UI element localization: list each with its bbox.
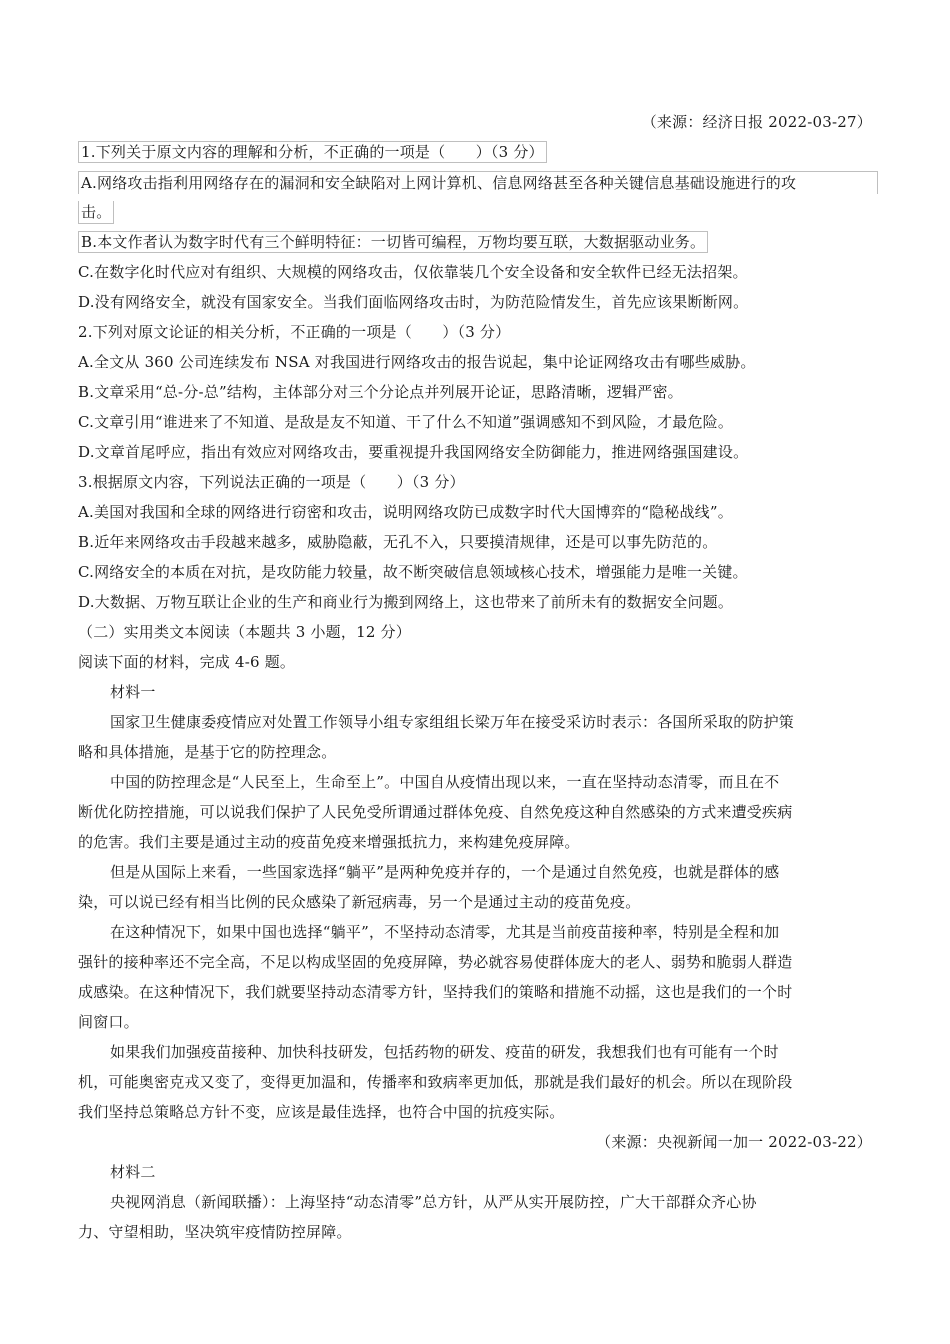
option-b: B.文章采用“总-分-总”结构，主体部分对三个分论点并列展开论证，思路清晰，逻辑严密。 bbox=[78, 383, 683, 401]
paragraph-line: 染，可以说已经有相当比例的民众感染了新冠病毒，另一个是通过主动的疫苗免疫。 bbox=[78, 893, 641, 911]
option-c: C.在数字化时代应对有组织、大规模的网络攻击，仅依靠装几个安全设备和安全软件已经无法招架。 bbox=[78, 263, 748, 281]
option-a: A.美国对我国和全球的网络进行窃密和攻击，说明网络攻防已成数字时代大国博弈的“隐秘战线”。 bbox=[78, 503, 733, 521]
paragraph-line: 强针的接种率还不完全高，不足以构成坚固的免疫屏障，势必就容易使群体庞大的老人、弱势和脆弱人群造 bbox=[78, 953, 793, 971]
paragraph-line: 如果我们加强疫苗接种、加快科技研发，包括药物的研发、疫苗的研发，我想我们也有可能有一个时 bbox=[110, 1043, 779, 1061]
paragraph-line: 在这种情况下，如果中国也选择“躺平”，不坚持动态清零，尤其是当前疫苗接种率，特别是全程和加 bbox=[110, 923, 780, 941]
option-a: A.全文从 360 公司连续发布 NSA 对我国进行网络攻击的报告说起，集中论证网络攻击有哪些威胁。 bbox=[78, 353, 756, 371]
question-2 bbox=[78, 317, 878, 467]
material-1-title: 材料一 bbox=[110, 683, 156, 701]
question-stem: 3.根据原文内容，下列说法正确的一项是（ ）（3 分） bbox=[78, 473, 465, 491]
option-d: D.大数据、万物互联让企业的生产和商业行为搬到网络上，这也带来了前所未有的数据安全问题。 bbox=[78, 593, 734, 611]
question-stem: 1.下列关于原文内容的理解和分析，不正确的一项是（ ）（3 分） bbox=[78, 141, 547, 163]
paragraph-line: 略和具体措施，是基于它的防控理念。 bbox=[78, 743, 337, 761]
option-d: D.文章首尾呼应，指出有效应对网络攻击，要重视提升我国网络安全防御能力，推进网络强国建设。 bbox=[78, 443, 749, 461]
option-d: D.没有网络安全，就没有国家安全。当我们面临网络攻击时，为防范险情发生，首先应该果断断网。 bbox=[78, 293, 749, 311]
source-citation: （来源：经济日报 2022-03-27） bbox=[641, 113, 872, 131]
paragraph-line: 成感染。在这种情况下，我们就要坚持动态清零方针，坚持我们的策略和措施不动摇，这也是我们的一个时 bbox=[78, 983, 793, 1001]
section-instruction: 阅读下面的材料，完成 4-6 题。 bbox=[78, 653, 296, 671]
paragraph-line: 国家卫生健康委疫情应对处置工作领导小组专家组组长梁万年在接受采访时表示：各国所采取的防护策 bbox=[110, 713, 795, 731]
option-c: C.文章引用“谁进来了不知道、是敌是友不知道、干了什么不知道”强调感知不到风险，才最危险。 bbox=[78, 413, 734, 431]
paragraph-line: 但是从国际上来看，一些国家选择“躺平”是两种免疫并存的，一个是通过自然免疫，也就是群体的感 bbox=[110, 863, 780, 881]
option-b: B.近年来网络攻击手段越来越多，威胁隐蔽，无孔不入，只要摸清规律，还是可以事先防范的。 bbox=[78, 533, 718, 551]
paragraph-line: 间窗口。 bbox=[78, 1013, 139, 1031]
section-heading: （二）实用类文本阅读（本题共 3 小题，12 分） bbox=[78, 623, 411, 641]
question-stem: 2.下列对原文论证的相关分析，不正确的一项是（ ）（3 分） bbox=[78, 323, 511, 341]
paragraph-line: 力、守望相助，坚决筑牢疫情防控屏障。 bbox=[78, 1223, 352, 1241]
question-3 bbox=[78, 467, 878, 617]
material-2-title: 材料二 bbox=[110, 1163, 156, 1181]
source-citation: （来源：央视新闻一加一 2022-03-22） bbox=[596, 1133, 872, 1151]
option-a-line1: A.网络攻击指利用网络存在的漏洞和安全缺陷对上网计算机、信息网络甚至各种关键信息基础设施进行的攻 bbox=[78, 171, 878, 194]
option-a-line2: 击。 bbox=[78, 201, 114, 224]
section-practical-reading bbox=[78, 617, 878, 1247]
question-1 bbox=[78, 137, 878, 317]
option-b: B.本文作者认为数字时代有三个鲜明特征：一切皆可编程，万物均要互联，大数据驱动业务。 bbox=[78, 231, 708, 253]
paragraph-line: 的危害。我们主要是通过主动的疫苗免疫来增强抵抗力，来构建免疫屏障。 bbox=[78, 833, 580, 851]
paragraph-line: 机，可能奥密克戎又变了，变得更加温和，传播率和致病率更加低，那就是我们最好的机会。所以在现阶段 bbox=[78, 1073, 793, 1091]
document-page bbox=[78, 107, 878, 1247]
paragraph-line: 断优化防控措施，可以说我们保护了人民免受所谓通过群体免疫、自然免疫这种自然感染的方式来遭受疾病 bbox=[78, 803, 793, 821]
paragraph-line: 中国的防控理念是“人民至上，生命至上”。中国自从疫情出现以来，一直在坚持动态清零，而且在不 bbox=[110, 773, 780, 791]
paragraph-line: 我们坚持总策略总方针不变，应该是最佳选择，也符合中国的抗疫实际。 bbox=[78, 1103, 565, 1121]
option-c: C.网络安全的本质在对抗，是攻防能力较量，故不断突破信息领域核心技术，增强能力是唯一关键。 bbox=[78, 563, 748, 581]
paragraph-line: 央视网消息（新闻联播）：上海坚持“动态清零”总方针，从严从实开展防控，广大干部群众齐心协 bbox=[110, 1193, 757, 1211]
